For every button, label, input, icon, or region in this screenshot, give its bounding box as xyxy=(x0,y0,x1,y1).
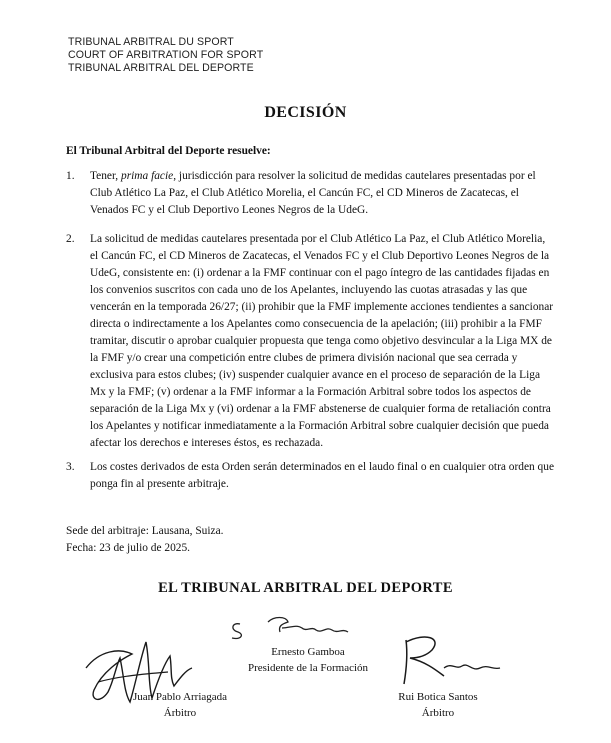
page-title: DECISIÓN xyxy=(264,104,347,121)
letterhead xyxy=(68,36,263,75)
intro-statement: El Tribunal Arbitral del Deporte resuelve: xyxy=(66,145,271,157)
president-signature xyxy=(222,612,372,646)
decision-item-3 xyxy=(66,459,554,493)
item-text: Los costes derivados de esta Orden serán determinados en el laudo final o en cualquier otra orden que ponga fin al presente arbitraje. xyxy=(90,461,555,490)
item-text: Tener, prima facie, jurisdicción para resolver la solicitud de medidas cautelares presentadas por el Club Atlético La Paz, el Club Atlético Morelia, el Cancún FC, el CD Mineros de Zacatecas, el Venados FC y el Club Deportivo Leones Negros de la UdeG. xyxy=(90,170,536,216)
letterhead-line-en: COURT OF ARBITRATION FOR SPORT xyxy=(68,49,264,61)
left-arbitrator-block xyxy=(110,689,250,721)
right-arbitrator-signature xyxy=(396,628,506,688)
president-role: Presidente de la Formación xyxy=(247,662,369,674)
right-arbitrator-role: Árbitro xyxy=(421,707,455,719)
letterhead-line-es: TRIBUNAL ARBITRAL DEL DEPORTE xyxy=(68,62,254,74)
left-arbitrator-role: Árbitro xyxy=(163,707,197,719)
seat-line: Sede del arbitraje: Lausana, Suiza. xyxy=(66,525,224,537)
item-number: 1. xyxy=(66,170,75,182)
president-block xyxy=(228,644,388,676)
decision-item-1 xyxy=(66,168,554,219)
right-arbitrator-name: Rui Botica Santos xyxy=(398,691,478,703)
letterhead-line-fr: TRIBUNAL ARBITRAL DU SPORT xyxy=(68,36,234,48)
right-arbitrator-block xyxy=(370,689,506,721)
item-text: La solicitud de medidas cautelares presentada por el Club Atlético La Paz, el Club Atlético Morelia, el Cancún FC, el CD Mineros de Zacatecas, el Venados FC y el Club Deportivo Leones Negros de la UdeG, consistente en: (i) ordenar a la FMF continuar con el pago íntegro de las cantidades fijadas en los convenios suscritos con cada uno de los Apelantes, incluyendo las cuotas atrasadas y las que vencerán en la temporada 26/27; (ii) prohibir que la FMF implemente acciones tendientes a sancionar directa o indirectamente a los Apelantes como consecuencia de la apelación; (iii) prohibir a la FMF tramitar, discutir o aprobar cualquier propuesta que tenga como objetivo desvincular a la Liga MX de la FMF y/o crear una competición entre clubes de primera división nacional que sea cerrada y exclusiva para estos clubes; (iv) suspender cualquier avance en el proceso de separación de la Liga Mx y la FMF; (v) ordenar a la FMF informar a la Formación Arbitral sobre todos los aspectos de separación de la Liga Mx y (vi) ordenar a la FMF abstenerse de cualquier forma de retaliación contra los Apelantes y notificar inmediatamente a la Formación Arbitral sobre cualquier decisión que pueda afectar los derechos e intereses éstos, es rechazada. xyxy=(90,233,554,449)
item-number: 2. xyxy=(66,233,75,245)
item-number: 3. xyxy=(66,461,75,473)
seat-and-date xyxy=(66,523,224,557)
decision-item-2 xyxy=(66,231,554,452)
left-arbitrator-name: Juan Pablo Arriagada xyxy=(132,691,228,703)
date-line: Fecha: 23 de julio de 2025. xyxy=(66,542,191,554)
president-name: Ernesto Gamboa xyxy=(271,646,345,658)
tribunal-heading: EL TRIBUNAL ARBITRAL DEL DEPORTE xyxy=(158,580,453,596)
